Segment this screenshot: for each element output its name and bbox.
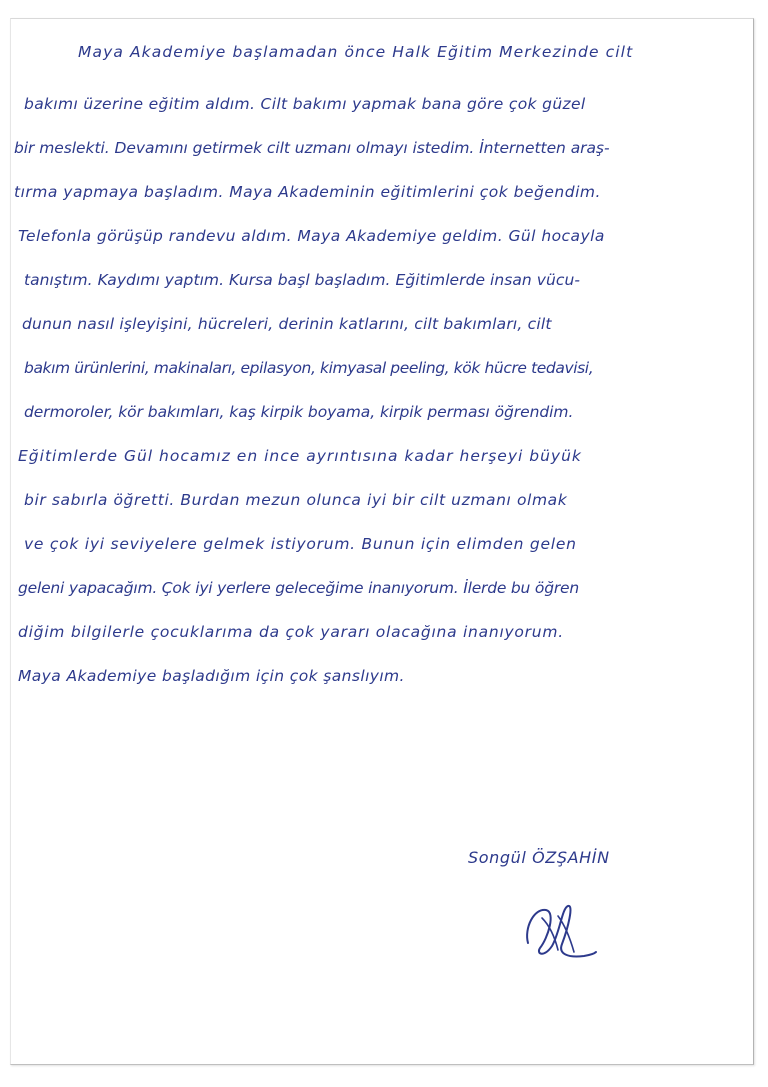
handwritten-letter bbox=[10, 18, 752, 1063]
letter-line-3: bir meslekti. Devamını getirmek cilt uzmanı olmayı istedim. İnternetten araş- bbox=[14, 139, 610, 157]
letter-line-4: tırma yapmaya başladım. Maya Akademinin eğitimlerini çok beğendim. bbox=[14, 183, 601, 201]
letter-line-9: dermoroler, kör bakımları, kaş kirpik boyama, kirpik perması öğrendim. bbox=[24, 403, 574, 421]
letter-line-14: diğim bilgilerle çocuklarıma da çok yararı olacağına inanıyorum. bbox=[18, 623, 564, 641]
letter-line-13: geleni yapacağım. Çok iyi yerlere geleceğime inanıyorum. İlerde bu öğren bbox=[18, 579, 579, 597]
letter-line-2: bakımı üzerine eğitim aldım. Cilt bakımı yapmak bana göre çok güzel bbox=[24, 95, 586, 113]
letter-line-5: Telefonla görüşüp randevu aldım. Maya Akademiye geldim. Gül hocayla bbox=[18, 227, 605, 245]
letter-line-8: bakım ürünlerini, makinaları, epilasyon, kimyasal peeling, kök hücre tedavisi, bbox=[24, 359, 594, 377]
letter-line-6: tanıştım. Kaydımı yaptım. Kursa başl başladım. Eğitimlerde insan vücu- bbox=[24, 271, 580, 289]
letter-line-12: ve çok iyi seviyelere gelmek istiyorum. Bunun için elimden gelen bbox=[24, 535, 577, 553]
letter-line-11: bir sabırla öğretti. Burdan mezun olunca iyi bir cilt uzmanı olmak bbox=[24, 491, 568, 509]
letter-line-15: Maya Akademiye başladığım için çok şanslıyım. bbox=[18, 667, 405, 685]
signature-name: Songül ÖZŞAHİN bbox=[468, 848, 610, 867]
signature-mark bbox=[518, 888, 598, 968]
letter-line-7: dunun nasıl işleyişini, hücreleri, derinin katlarını, cilt bakımları, cilt bbox=[22, 315, 552, 333]
letter-line-10: Eğitimlerde Gül hocamız en ince ayrıntısına kadar herşeyi büyük bbox=[18, 447, 582, 465]
letter-line-1: Maya Akademiye başlamadan önce Halk Eğitim Merkezinde cilt bbox=[78, 43, 634, 61]
